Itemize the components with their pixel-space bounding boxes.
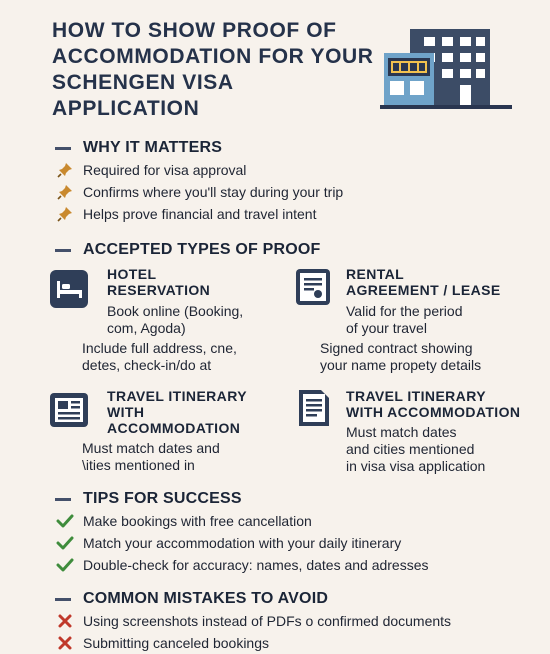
why-list xyxy=(55,159,525,225)
tips-list xyxy=(55,510,525,576)
checkmark-icon xyxy=(55,534,75,552)
list-item: Using screenshots instead of PDFs o confirmed documents xyxy=(55,610,525,632)
section-title-why: WHY IT MATTERS xyxy=(55,139,222,157)
card-title-rental: RENTAL AGREEMENT / LEASE xyxy=(346,266,501,298)
card-title-itinerary-2: TRAVEL ITINERARY WITH ACCOMMODATION xyxy=(346,388,521,420)
card-title-hotel: HOTEL RESERVATION xyxy=(107,266,211,298)
card-text-hotel-2: Include full address, cne, detes, check-in/do at xyxy=(82,340,237,373)
cross-icon xyxy=(55,612,75,630)
list-item: Submitting canceled bookings xyxy=(55,632,525,654)
list-item: Helps prove financial and travel intent xyxy=(55,203,525,225)
list-item: Make bookings with free cancellation xyxy=(55,510,525,532)
pushpin-icon xyxy=(55,161,75,179)
list-item: Confirms where you'll stay during your trip xyxy=(55,181,525,203)
building-icon xyxy=(380,25,512,111)
list-item: Required for visa approval xyxy=(55,159,525,181)
section-dash xyxy=(55,147,71,150)
section-dash xyxy=(55,498,71,501)
card-text-itinerary-2: Must match dates and cities mentioned in visa visa application xyxy=(346,424,486,474)
page-title: HOW TO SHOW PROOF OF ACCOMMODATION FOR YOUR SCHENGEN VISA APPLICATION xyxy=(52,19,374,120)
list-item: Match your accommodation with your daily itinerary xyxy=(55,532,525,554)
section-dash xyxy=(55,598,71,601)
section-title-tips: TIPS FOR SUCCESS xyxy=(55,490,242,508)
bed-icon xyxy=(50,270,88,308)
newspaper-icon xyxy=(50,391,88,429)
mistakes-list xyxy=(55,610,525,654)
card-title-itinerary: TRAVEL ITINERARY WITH ACCOMMODATION xyxy=(107,388,247,436)
pushpin-icon xyxy=(55,205,75,223)
card-text-rental-2: Signed contract showing your name propety details xyxy=(320,340,482,373)
card-text-hotel-1: Book online (Booking, com, Agoda) xyxy=(107,303,244,336)
certificate-icon xyxy=(294,268,332,306)
document-icon xyxy=(294,389,332,427)
section-title-mistakes: COMMON MISTAKES TO AVOID xyxy=(55,590,328,608)
checkmark-icon xyxy=(55,512,75,530)
card-text-itinerary: Must match dates and \ities mentioned in xyxy=(82,440,220,473)
pushpin-icon xyxy=(55,183,75,201)
checkmark-icon xyxy=(55,556,75,574)
section-title-accepted: ACCEPTED TYPES OF PROOF xyxy=(55,241,321,259)
cross-icon xyxy=(55,634,75,652)
section-dash xyxy=(55,249,71,252)
card-text-rental-1: Valid for the period of your travel xyxy=(346,303,463,336)
list-item: Double-check for accuracy: names, dates and adresses xyxy=(55,554,525,576)
